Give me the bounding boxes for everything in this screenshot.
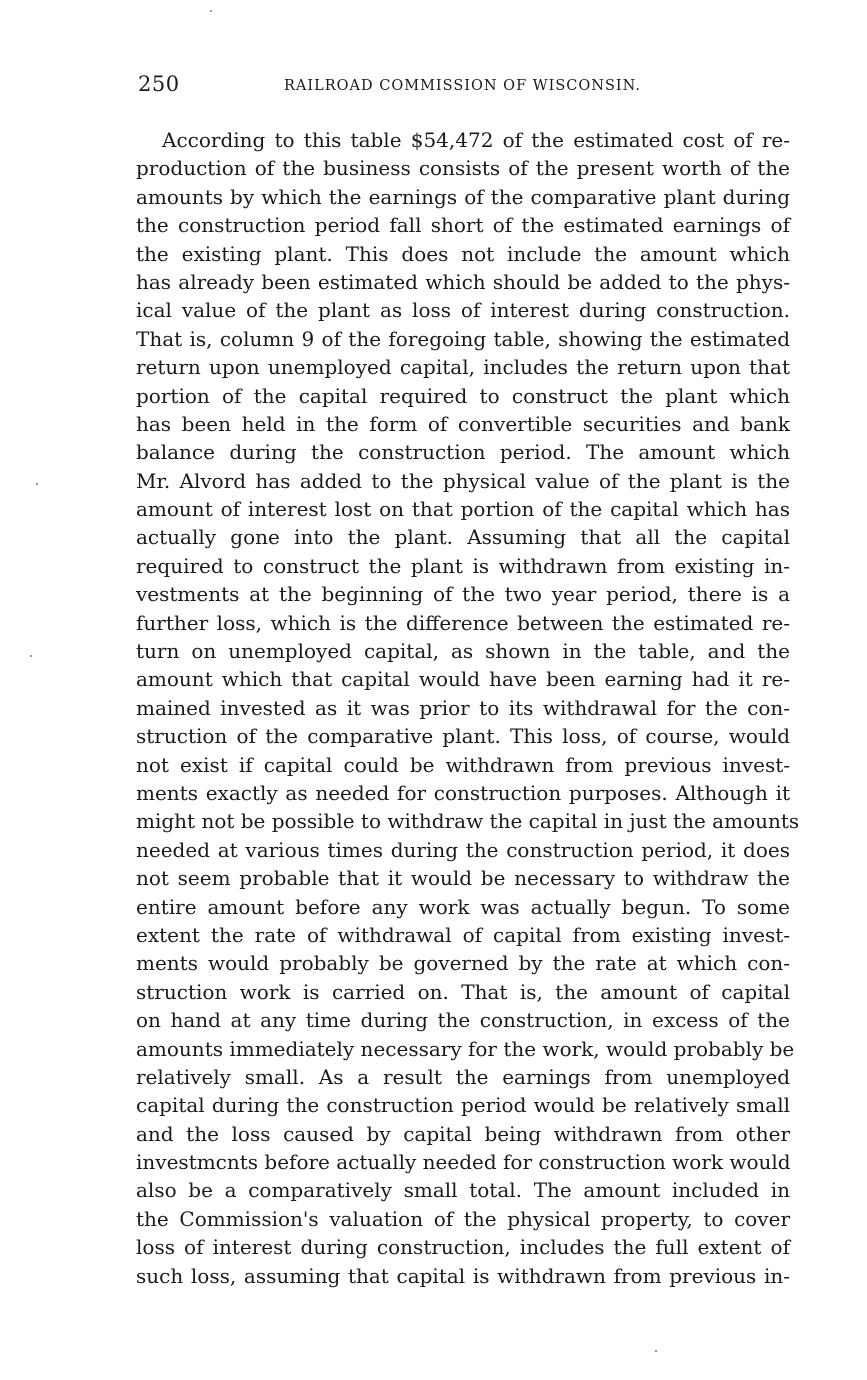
- body-paragraph: [136, 126, 800, 1290]
- text-line: investmcnts before actually needed for construction work would: [136, 1150, 791, 1175]
- paper-speck: [30, 655, 32, 657]
- text-line: required to construct the plant is withdrawn from existing in-: [136, 553, 790, 578]
- text-line: balance during the construction period. The amount which: [136, 440, 790, 465]
- text-line: portion of the capital required to construct the plant which: [136, 383, 790, 408]
- text-line: Mr. Alvord has added to the physical value of the plant is the: [136, 468, 790, 493]
- text-line: extent the rate of withdrawal of capital from existing invest-: [136, 922, 790, 947]
- text-line: on hand at any time during the construction, in excess of the: [136, 1008, 790, 1033]
- text-line: amount which that capital would have been earning had it re-: [136, 667, 790, 692]
- text-line: production of the business consists of the present worth of the: [136, 156, 790, 181]
- paper-speck: [210, 10, 212, 12]
- text-line: the construction period fall short of the estimated earnings of: [136, 213, 790, 238]
- text-line: also be a comparatively small total. The amount included in: [136, 1178, 790, 1203]
- text-line: and the loss caused by capital being withdrawn from other: [136, 1121, 790, 1146]
- text-line: loss of interest during construction, includes the full extent of: [136, 1235, 790, 1260]
- text-line: That is, column 9 of the foregoing table, showing the estimated: [136, 326, 790, 351]
- text-line: has already been estimated which should be added to the phys-: [136, 269, 790, 294]
- text-line: struction of the comparative plant. This loss, of course, would: [136, 724, 790, 749]
- text-line: ical value of the plant as loss of interest during construction.: [136, 298, 790, 323]
- text-line: ments exactly as needed for construction purposes. Although it: [136, 780, 790, 805]
- text-line: relatively small. As a result the earnings from unemployed: [136, 1064, 790, 1089]
- text-line: might not be possible to withdraw the capital in just the amounts: [136, 809, 800, 834]
- text-line: amount of interest lost on that portion of the capital which has: [136, 497, 790, 522]
- text-line: mained invested as it was prior to its withdrawal for the con-: [136, 695, 790, 720]
- running-head: RAILROAD COMMISSION OF WISCONSIN.: [284, 78, 642, 94]
- text-line: such loss, assuming that capital is withdrawn from previous in-: [136, 1263, 790, 1288]
- text-line: amounts by which the earnings of the comparative plant during: [136, 184, 790, 209]
- text-line: needed at various times during the construction period, it does: [136, 837, 790, 862]
- text-line: return upon unemployed capital, includes the return upon that: [136, 355, 790, 380]
- text-line: not exist if capital could be withdrawn from previous invest-: [136, 752, 790, 777]
- text-line: entire amount before any work was actually begun. To some: [136, 894, 790, 919]
- text-line: ments would probably be governed by the rate at which con-: [136, 951, 790, 976]
- text-line: the existing plant. This does not include the amount which: [136, 241, 790, 266]
- text-line: vestments at the beginning of the two year period, there is a: [136, 582, 790, 607]
- text-line: further loss, which is the difference between the estimated re-: [136, 610, 790, 635]
- text-line: According to this table $54,472 of the estimated cost of re-: [162, 128, 790, 152]
- paper-speck: [36, 483, 38, 485]
- text-line: turn on unemployed capital, as shown in the table, and the: [136, 639, 790, 664]
- text-line: not seem probable that it would be necessary to withdraw the: [136, 866, 790, 891]
- paper-speck: [655, 1350, 657, 1352]
- text-line: struction work is carried on. That is, the amount of capital: [136, 979, 790, 1004]
- page-number: 250: [138, 72, 180, 96]
- text-line: has been held in the form of convertible securities and bank: [136, 411, 790, 436]
- text-line: actually gone into the plant. Assuming that all the capital: [136, 525, 790, 550]
- text-line: amounts immediately necessary for the work, would probably be: [136, 1036, 795, 1061]
- text-line: capital during the construction period would be relatively small: [136, 1093, 790, 1118]
- text-line: the Commission's valuation of the physical property, to cover: [136, 1206, 790, 1231]
